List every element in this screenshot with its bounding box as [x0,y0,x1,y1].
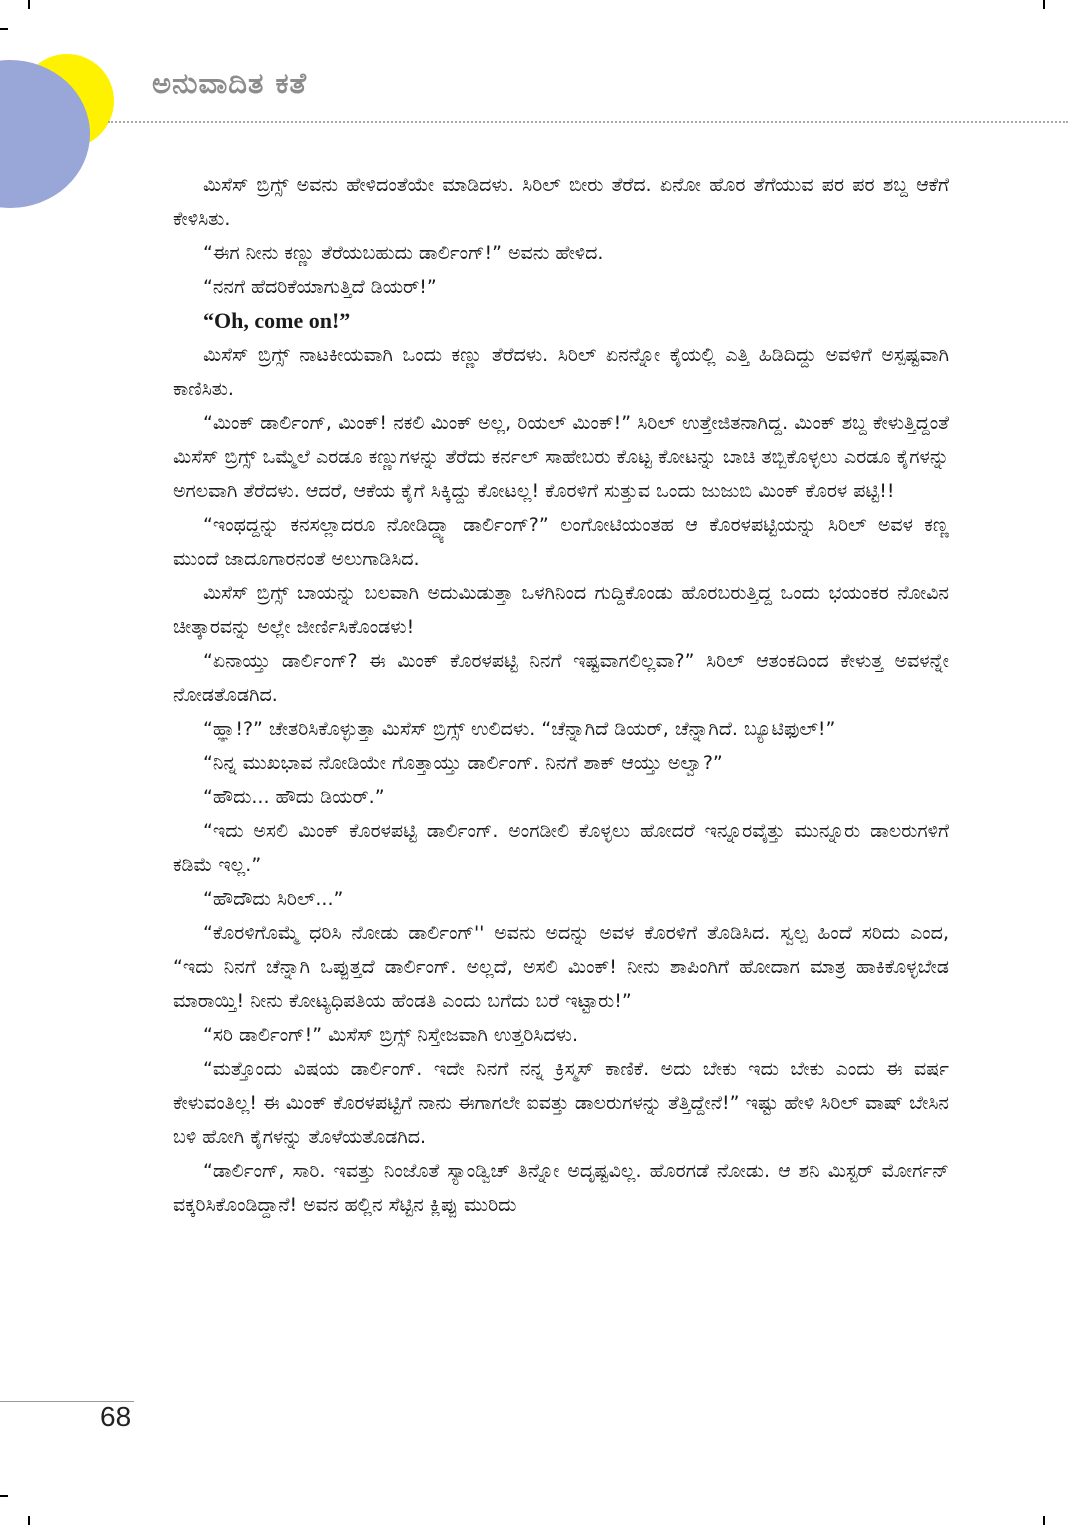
crop-mark-top-left [28,0,30,9]
paragraph: “ನನಗೆ ಹೆದರಿಕೆಯಾಗುತ್ತಿದೆ ಡಿಯರ್!” [203,276,437,298]
section-title: ಅನುವಾದಿತ ಕತೆ [152,66,308,100]
paragraph: ಮಿಸೆಸ್ ಬ್ರಿಗ್ಸ್ ಬಾಯನ್ನು ಬಲವಾಗಿ ಅದುಮಿಡುತ್ತಾ ಒಳಗಿನಿಂದ ಗುದ್ದಿಕೊಂಡು ಹೊರಬರುತ್ತಿದ್ದ ಒಂದು ಭಯಂಕರ ನೋವಿನ ಚೀತ್ಕಾರವನ್ನು ಅಲ್ಲೇ ಜೀರ್ಣಿಸಿಕೊಂಡಳು! [173,582,949,638]
paragraph: “ಕೊರಳಿಗೊಮ್ಮೆ ಧರಿಸಿ ನೋಡು ಡಾರ್ಲಿಂಗ್'' ಅವನು ಅದನ್ನು ಅವಳ ಕೊರಳಿಗೆ ತೊಡಿಸಿದ. ಸ್ವಲ್ಪ ಹಿಂದೆ ಸರಿದು ಎಂದ, “ಇದು ನಿನಗೆ ಚೆನ್ನಾಗಿ ಒಪ್ಪುತ್ತದೆ ಡಾರ್ಲಿಂಗ್. ಅಲ್ಲದೆ, ಅಸಲಿ ಮಿಂಕ್! ನೀನು ಶಾಪಿಂಗಿಗೆ ಹೋದಾಗ ಮಾತ್ರ ಹಾಕಿಕೊಳ್ಳಬೇಡ ಮಾರಾಯ್ತಿ! ನೀನು ಕೋಟ್ಯಧಿಪತಿಯ ಹೆಂಡತಿ ಎಂದು ಬಗೆದು ಬರೆ ಇಟ್ಟಾರು!” [173,922,949,1012]
paragraph: “ಮಿಂಕ್ ಡಾರ್ಲಿಂಗ್, ಮಿಂಕ್! ನಕಲಿ ಮಿಂಕ್ ಅಲ್ಲ, ರಿಯಲ್ ಮಿಂಕ್!” ಸಿರಿಲ್ ಉತ್ತೇಜಿತನಾಗಿದ್ದ. ಮಿಂಕ್ ಶಬ್ದ ಕೇಳುತ್ತಿದ್ದಂತೆ ಮಿಸೆಸ್ ಬ್ರಿಗ್ಸ್ ಒಮ್ಮೆಲೆ ಎರಡೂ ಕಣ್ಣುಗಳನ್ನು ತೆರೆದು ಕರ್ನಲ್ ಸಾಹೇಬರು ಕೊಟ್ಟ ಕೋಟನ್ನು ಬಾಚಿ ತಬ್ಬಿಕೊಳ್ಳಲು ಎರಡೂ ಕೈಗಳನ್ನು ಅಗಲವಾಗಿ ತೆರೆದಳು. ಆದರೆ, ಆಕೆಯ ಕೈಗೆ ಸಿಕ್ಕಿದ್ದು ಕೋಟಲ್ಲ! ಕೊರಳಿಗೆ ಸುತ್ತುವ ಒಂದು ಜುಜುಬಿ ಮಿಂಕ್ ಕೊರಳ ಪಟ್ಟಿ!! [173,412,949,502]
crop-mark-bottom-left [28,1516,30,1525]
paragraph: ಮಿಸೆಸ್ ಬ್ರಿಗ್ಸ್ ನಾಟಕೀಯವಾಗಿ ಒಂದು ಕಣ್ಣು ತೆರೆದಳು. ಸಿರಿಲ್ ಏನನ್ನೋ ಕೈಯಲ್ಲಿ ಎತ್ತಿ ಹಿಡಿದಿದ್ದು ಅವಳಿಗೆ ಅಸ್ಪಷ್ಟವಾಗಿ ಕಾಣಿಸಿತು. [173,344,949,400]
header-dotted-rule [108,121,1068,123]
paragraph: ಮಿಸೆಸ್ ಬ್ರಿಗ್ಸ್ ಅವನು ಹೇಳಿದಂತೆಯೇ ಮಾಡಿದಳು. ಸಿರಿಲ್ ಬೀರು ತೆರೆದ. ಏನೋ ಹೊರ ತೆಗೆಯುವ ಪರ ಪರ ಶಬ್ದ ಆಕೆಗೆ ಕೇಳಿಸಿತು. [173,174,949,230]
paragraph: “ಡಾರ್ಲಿಂಗ್, ಸಾರಿ. ಇವತ್ತು ನಿಂಜೊತೆ ಸ್ಯಾಂಡ್ವಿಚ್ ತಿನ್ನೋ ಅದೃಷ್ಟವಿಲ್ಲ. ಹೊರಗಡೆ ನೋಡು. ಆ ಶನಿ ಮಿಸ್ಟರ್ ಮೋರ್ಗನ್ ವಕ್ಕರಿಸಿಕೊಂಡಿದ್ದಾನೆ! ಅವನ ಹಲ್ಲಿನ ಸೆಟ್ಟಿನ ಕ್ಲಿಪ್ಪು ಮುರಿದು [173,1160,949,1216]
paragraph: “ಹ್ಞಾ!?” ಚೇತರಿಸಿಕೊಳ್ಳುತ್ತಾ ಮಿಸೆಸ್ ಬ್ರಿಗ್ಸ್ ಉಲಿದಳು. “ಚೆನ್ನಾಗಿದೆ ಡಿಯರ್, ಚೆನ್ನಾಗಿದೆ. ಬ್ಯೂಟಿಫುಲ್!” [203,718,836,740]
paragraph: “ಸರಿ ಡಾರ್ಲಿಂಗ್!” ಮಿಸೆಸ್ ಬ್ರಿಗ್ಸ್ ನಿಸ್ತೇಜವಾಗಿ ಉತ್ತರಿಸಿದಳು. [203,1024,578,1046]
story-body [173,168,949,1222]
paragraph: “ಏನಾಯ್ತು ಡಾರ್ಲಿಂಗ್? ಈ ಮಿಂಕ್ ಕೊರಳಪಟ್ಟಿ ನಿನಗೆ ಇಷ್ಟವಾಗಲಿಲ್ಲವಾ?” ಸಿರಿಲ್ ಆತಂಕದಿಂದ ಕೇಳುತ್ತ ಅವಳನ್ನೇ ನೋಡತೊಡಗಿದ. [173,650,949,706]
paragraph: “ಮತ್ತೊಂದು ವಿಷಯ ಡಾರ್ಲಿಂಗ್. ಇದೇ ನಿನಗೆ ನನ್ನ ಕ್ರಿಸ್ಮಸ್ ಕಾಣಿಕೆ. ಅದು ಬೇಕು ಇದು ಬೇಕು ಎಂದು ಈ ವರ್ಷ ಕೇಳುವಂತಿಲ್ಲ! ಈ ಮಿಂಕ್ ಕೊರಳಪಟ್ಟಿಗೆ ನಾನು ಈಗಾಗಲೇ ಐವತ್ತು ಡಾಲರುಗಳನ್ನು ತೆತ್ತಿದ್ದೇನೆ!” ಇಷ್ಟು ಹೇಳಿ ಸಿರಿಲ್ ವಾಷ್ ಬೇಸಿನ ಬಳಿ ಹೋಗಿ ಕೈಗಳನ್ನು ತೊಳೆಯತೊಡಗಿದ. [173,1058,949,1148]
paragraph: “ಇದು ಅಸಲಿ ಮಿಂಕ್ ಕೊರಳಪಟ್ಟಿ ಡಾರ್ಲಿಂಗ್. ಅಂಗಡೀಲಿ ಕೊಳ್ಳಲು ಹೋದರೆ ಇನ್ನೂರವೈತ್ತು ಮುನ್ನೂರು ಡಾಲರುಗಳಿಗೆ ಕಡಿಮೆ ಇಲ್ಲ.” [173,820,949,876]
paragraph: “ಹೌದೌದು ಸಿರಿಲ್...” [203,888,344,910]
paragraph: “ಈಗ ನೀನು ಕಣ್ಣು ತೆರೆಯಬಹುದು ಡಾರ್ಲಿಂಗ್!” ಅವನು ಹೇಳಿದ. [203,242,604,264]
crop-mark-left-lower [0,1495,8,1497]
paragraph-english: “Oh, come on!” [203,308,351,333]
crop-mark-bottom-right [1043,1516,1045,1525]
crop-mark-top-right [1043,0,1045,9]
paragraph: “ಇಂಥದ್ದನ್ನು ಕನಸಲ್ಲಾದರೂ ನೋಡಿದ್ದ್ಯಾ ಡಾರ್ಲಿಂಗ್?” ಲಂಗೋಟಿಯಂತಹ ಆ ಕೊರಳಪಟ್ಟಿಯನ್ನು ಸಿರಿಲ್ ಅವಳ ಕಣ್ಣ ಮುಂದೆ ಜಾದೂಗಾರನಂತೆ ಅಲುಗಾಡಿಸಿದ. [173,514,949,570]
crop-mark-left-upper [0,28,8,30]
paragraph: “ನಿನ್ನ ಮುಖಭಾವ ನೋಡಿಯೇ ಗೊತ್ತಾಯ್ತು ಡಾರ್ಲಿಂಗ್. ನಿನಗೆ ಶಾಕ್ ಆಯ್ತು ಅಲ್ವಾ?” [203,752,723,774]
paragraph: “ಹೌದು... ಹೌದು ಡಿಯರ್.” [203,786,385,808]
page-number: 68 [100,1401,132,1432]
